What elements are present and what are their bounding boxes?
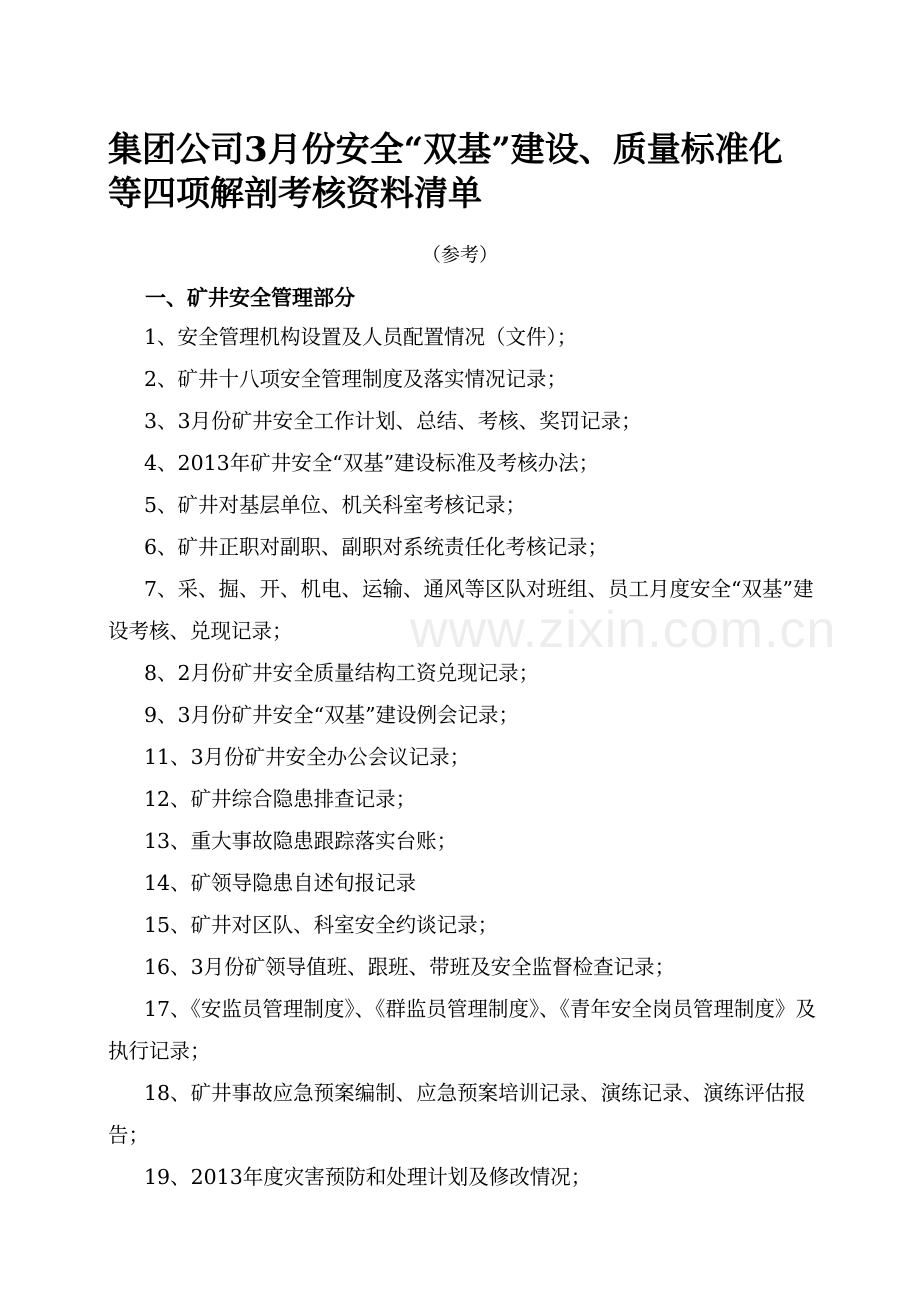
watermark: www.zixin.com.cn (410, 601, 837, 659)
section-heading: 一、矿井安全管理部分 (145, 285, 355, 310)
list-item: 1、安全管理机构设置及人员配置情况（文件）； (144, 325, 578, 349)
list-item: 6、矿井正职对副职、副职对系统责任化考核记录； (144, 535, 609, 559)
list-item: 4、2013年矿井安全“双基”建设标准及考核办法； (144, 451, 600, 475)
list-item: 11、3月份矿井安全办公会议记录； (144, 745, 471, 769)
list-item: 18、矿井事故应急预案编制、应急预案培训记录、演练记录、演练评估报告； (108, 1081, 806, 1147)
list-item: 9、3月份矿井安全“双基”建设例会记录； (144, 703, 520, 727)
list-item: 15、矿井对区队、科室安全约谈记录； (144, 913, 499, 937)
document-subtitle: （参考） (421, 244, 498, 266)
list-item: 13、重大事故隐患跟踪落实台账； (144, 829, 458, 853)
list-item: 16、3月份矿领导值班、跟班、带班及安全监督检查记录； (144, 955, 676, 979)
list-item: 5、矿井对基层单位、机关科室考核记录； (144, 493, 527, 517)
list-item: 3、3月份矿井安全工作计划、总结、考核、奖罚记录； (144, 409, 642, 433)
list-item: 12、矿井综合隐患排查记录； (144, 787, 417, 811)
list-item: 7、采、掘、开、机电、运输、通风等区队对班组、员工月度安全“双基”建设考核、兑现记录； (108, 577, 814, 643)
list-item: 8、2月份矿井安全质量结构工资兑现记录； (144, 661, 540, 685)
list-item: 19、2013年度灾害预防和处理计划及修改情况； (144, 1165, 592, 1189)
list-item: 2、矿井十八项安全管理制度及落实情况记录； (144, 367, 568, 391)
title-line-2: 等四项解剖考核资料清单 (108, 174, 482, 214)
title-line-1: 集团公司3月份安全“双基”建设、质量标准化 (108, 130, 783, 170)
list-item: 17、《安监员管理制度》、《群监员管理制度》、《青年安全岗员管理制度》及执行记录； (108, 997, 816, 1063)
list-item: 14、矿领导隐患自述旬报记录 (144, 871, 417, 895)
